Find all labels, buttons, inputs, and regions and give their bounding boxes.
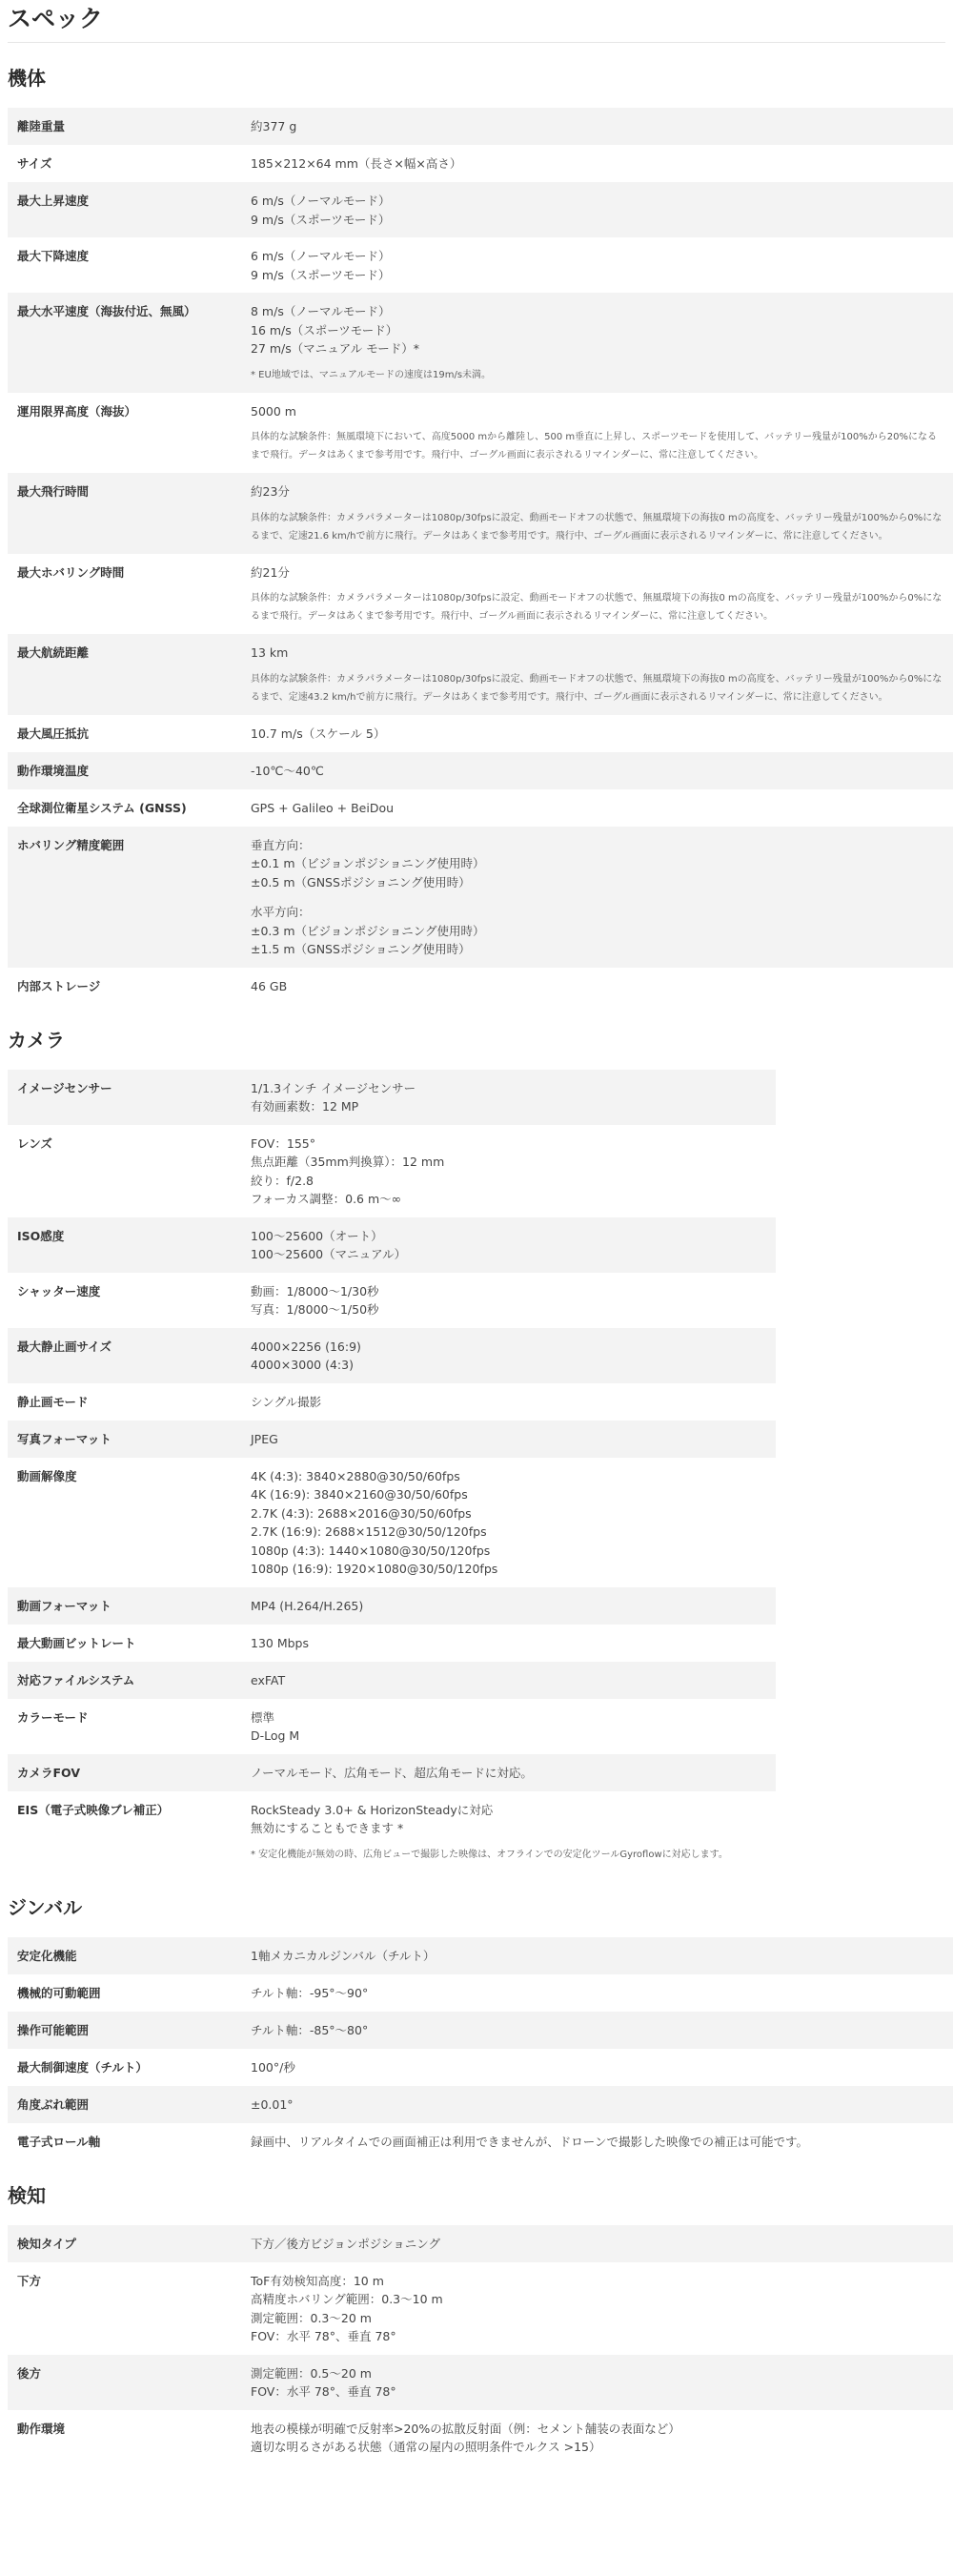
spec-footnote: 具体的な試験条件：カメラパラメーターは1080p/30fpsに設定、動画モードオフの状態で、無風環境下の海抜0 mの高度を、バッテリー残量が100%から0%になるまで飛行。データはあくまで参考用です。飛行中、ゴーグル画面に表示されるリマインダーに、常に注意してください。 [251,593,943,622]
section-title: 機体 [8,67,46,90]
spec-label: 下方 [17,2273,42,2288]
spec-value-line: -10℃～40℃ [251,763,324,778]
spec-label: 内部ストレージ [17,978,101,993]
spec-value [241,1662,776,1699]
spec-label: ISO感度 [17,1228,65,1243]
spec-label: 最大航続距離 [17,645,90,660]
spec-footnote: * 安定化機能が無効の時、広角ビューで撮影した映像は、オフラインでの安定化ツールGyroflowに対応します。 [251,1849,728,1860]
spec-value-line: 絞り：f/2.8 [251,1173,314,1188]
spec-value [241,2012,953,2049]
spec-footnote: 具体的な試験条件：カメラパラメーターは1080p/30fpsに設定、動画モードオフの状態で、無風環境下の海抜0 mの高度を、バッテリー残量が100%から0%になるまで、定速43.2 km/hで前方に飛行。データはあくまで参考用です。飛行中、ゴーグル画面に表示されるリマインダーに、常に注意してください。 [251,673,943,703]
spec-table [8,2225,953,2465]
spec-value-line: MP4 (H.264/H.265) [251,1598,364,1613]
spec-value [241,2410,953,2465]
spec-label: 対応ファイルシステム [17,1672,135,1687]
spec-value-line: 46 GB [251,978,288,993]
spec-value [241,968,953,1005]
spec-value [241,554,953,635]
spec-value-line: 1080p (4:3): 1440×1080@30/50/120fps [251,1543,491,1558]
spec-row [8,1587,776,1625]
spec-row [8,634,953,715]
spec-label: 機械的可動範囲 [17,1985,101,2000]
spec-label: カメラFOV [17,1765,81,1780]
spec-value-line: 130 Mbps [251,1635,309,1650]
spec-value [241,1791,776,1872]
spec-value [241,1070,776,1125]
spec-value-line: 16 m/s（スポーツモード） [251,322,398,337]
spec-label: 最大ホバリング時間 [17,564,125,580]
spec-value-line: exFAT [251,1672,286,1687]
spec-table [8,108,953,1005]
section-title: カメラ [8,1028,65,1052]
spec-value-line: JPEG [251,1431,278,1446]
spec-value-line: ±1.5 m（GNSSポジショニング使用時） [251,942,471,956]
spec-value [241,1217,776,1273]
spec-value-line: 13 km [251,645,289,660]
spec-label: 最大水平速度（海抜付近、無風） [17,304,196,318]
spec-label: 離陸重量 [17,119,66,133]
spec-label: 最大制御速度（チルト） [17,2059,148,2075]
spec-value [241,293,953,393]
spec-value-line: 標準 [251,1709,275,1725]
spec-value [241,2355,953,2410]
spec-row [8,2225,953,2262]
spec-value-line: ノーマルモード、広角モード、超広角モードに対応。 [251,1765,533,1780]
spec-value-line: ±0.01° [251,2096,294,2112]
spec-row [8,2049,953,2086]
spec-value-line: 無効にすることもできます * [251,1821,404,1835]
spec-value [241,108,953,145]
spec-row [8,752,953,789]
spec-value-line: ±0.3 m（ビジョンポジショニング使用時） [251,923,485,938]
spec-row [8,554,953,635]
spec-label: 動画解像度 [17,1468,77,1483]
spec-value-line: D-Log M [251,1728,300,1743]
spec-value [241,1328,776,1383]
spec-value-line: 測定範囲：0.5～20 m [251,2365,372,2381]
spec-footnote: 具体的な試験条件：カメラパラメーターは1080p/30fpsに設定、動画モードオフの状態で、無風環境下の海抜0 mの高度を、バッテリー残量が100%から0%になるまで、定速21.6 km/hで前方に飛行。データはあくまで参考用です。飛行中、ゴーグル画面に表示されるリマインダーに、常に注意してください。 [251,512,943,542]
spec-value-line: フォーカス調整：0.6 m～∞ [251,1192,402,1206]
spec-row [8,2012,953,2049]
spec-value-line: 地表の模様が明確で反射率>20%の拡散反射面（例：セメント舗装の表面など） [251,2421,680,2436]
spec-value-line: 1/1.3インチ イメージセンサー [251,1080,416,1095]
spec-row [8,2355,953,2410]
spec-table [8,1070,776,1872]
spec-value-line: 185×212×64 mm（長さ×幅×高さ） [251,156,462,171]
spec-value-line: 焦点距離（35mm判換算）：12 mm [251,1155,445,1169]
spec-value-line: 9 m/s（スポーツモード） [251,212,391,227]
spec-row [8,145,953,182]
spec-value [241,1273,776,1328]
spec-value-line: 6 m/s（ノーマルモード） [251,249,391,263]
spec-row [8,968,953,1005]
spec-row [8,1699,776,1754]
spec-value-line: 27 m/s（マニュアル モード）* [251,341,420,356]
spec-label: サイズ [17,156,52,171]
spec-label: 全球測位衛星システム (GNSS) [17,800,187,815]
section-title: ジンバル [8,1895,83,1919]
spec-value-line: RockSteady 3.0+ & HorizonSteadyに対応 [251,1802,494,1817]
spec-label: EIS（電子式映像ブレ補正） [17,1802,170,1817]
spec-row [8,237,953,293]
spec-value-line: 下方／後方ビジョンポジショニング [251,2236,440,2251]
spec-label: 写真フォーマット [17,1431,112,1446]
spec-value [241,2049,953,2086]
spec-row [8,108,953,145]
spec-row [8,1383,776,1421]
spec-value-line: 10.7 m/s（スケール 5） [251,726,386,741]
spec-value-line: 4000×2256 (16:9) [251,1339,361,1354]
spec-value [241,2123,953,2160]
spec-label: 静止画モード [17,1394,89,1409]
spec-label: 後方 [17,2365,42,2381]
spec-value-line: GPS + Galileo + BeiDou [251,800,395,815]
spec-row [8,789,953,827]
line-gap [251,891,943,903]
spec-value [241,1937,953,1974]
spec-value-line: ±0.1 m（ビジョンポジショニング使用時） [251,856,485,870]
spec-value-line: 動画：1/8000～1/30秒 [251,1283,379,1298]
spec-value-line: 1軸メカニカルジンバル（チルト） [251,1948,436,1963]
spec-row [8,1625,776,1662]
spec-value-line: 4K (16:9): 3840×2160@30/50/60fps [251,1487,468,1502]
spec-row [8,2410,953,2465]
spec-value-line: 1080p (16:9): 1920×1080@30/50/120fps [251,1562,498,1576]
spec-value-line: 高精度ホバリング範囲：0.3～10 m [251,2292,443,2306]
spec-row [8,1791,776,1872]
spec-value-line: 6 m/s（ノーマルモード） [251,194,391,208]
spec-label: 運用限界高度（海抜） [17,403,137,419]
spec-row [8,393,953,474]
spec-label: 動作環境 [17,2421,66,2436]
spec-value [241,752,953,789]
spec-row [8,715,953,752]
spec-value-line: 約23分 [251,484,290,499]
spec-value-line: チルト軸：-95°～90° [251,1985,369,2000]
spec-value [241,237,953,293]
spec-label: ホバリング精度範囲 [17,837,125,852]
spec-value [241,1125,776,1217]
spec-value-line: 8 m/s（ノーマルモード） [251,304,391,318]
spec-value [241,1458,776,1587]
spec-row [8,1217,776,1273]
spec-value [241,1587,776,1625]
spec-row [8,473,953,554]
spec-row [8,1937,953,1974]
spec-label: 最大上昇速度 [17,194,90,208]
spec-value-line: 垂直方向： [251,837,311,852]
spec-value-line: 測定範囲：0.3～20 m [251,2310,372,2325]
spec-footnote: * EU地域では、マニュアルモードの速度は19m/s未満。 [251,369,492,380]
spec-value-line: 9 m/s（スポーツモード） [251,267,391,282]
spec-value [241,789,953,827]
spec-label: 動作環境温度 [17,763,90,778]
spec-value-line: 2.7K (4:3): 2688×2016@30/50/60fps [251,1505,472,1521]
spec-row [8,1328,776,1383]
spec-row [8,182,953,237]
spec-row [8,1974,953,2012]
spec-value-line: 100°/秒 [251,2059,295,2075]
spec-value-line: 100～25600（オート） [251,1228,383,1243]
spec-label: 最大静止画サイズ [17,1339,112,1354]
spec-value [241,715,953,752]
spec-value-line: 約377 g [251,119,297,133]
spec-value [241,1383,776,1421]
spec-label: 最大風圧抵抗 [17,726,90,741]
spec-label: カラーモード [17,1709,89,1725]
spec-value-line: 5000 m [251,403,296,419]
spec-value [241,1421,776,1458]
spec-value [241,2262,953,2355]
spec-row [8,1421,776,1458]
spec-value-line: シングル撮影 [251,1394,322,1409]
spec-value-line: ToF有効検知高度：10 m [251,2273,384,2288]
spec-value-line: 水平方向： [251,905,311,919]
spec-label: 最大動画ビットレート [17,1635,136,1650]
spec-row [8,2262,953,2355]
spec-label: 電子式ロール軸 [17,2134,101,2149]
spec-label: 最大下降速度 [17,249,90,263]
spec-row [8,1662,776,1699]
spec-value-line: 録画中、リアルタイムでの画面補正は利用できませんが、ドローンで撮影した映像での補正は可能です。 [251,2134,809,2149]
spec-value-line: 適切な明るさがある状態（通常の屋内の照明条件でルクス >15） [251,2440,601,2454]
spec-row [8,1125,776,1217]
section-title: 検知 [8,2183,46,2207]
spec-label: レンズ [17,1135,52,1151]
spec-value [241,145,953,182]
spec-label: 安定化機能 [17,1948,77,1963]
spec-value [241,1974,953,2012]
spec-value-line: チルト軸：-85°～80° [251,2022,369,2037]
spec-row [8,1754,776,1791]
spec-value [241,634,953,715]
spec-label: 操作可能範囲 [17,2022,90,2037]
spec-label: 角度ぶれ範囲 [17,2096,90,2112]
spec-value [241,393,953,474]
spec-label: イメージセンサー [17,1080,112,1095]
spec-row [8,2086,953,2123]
spec-label: 検知タイプ [17,2236,76,2251]
spec-label: 動画フォーマット [17,1598,112,1613]
spec-value [241,1625,776,1662]
spec-sections [8,62,945,2465]
spec-value-line: 100～25600（マニュアル） [251,1247,407,1261]
spec-value [241,473,953,554]
spec-label: シャッター速度 [17,1283,101,1298]
page-title: スペック [8,0,945,43]
spec-value [241,1754,776,1791]
spec-value [241,1699,776,1754]
spec-value-line: FOV：水平 78°、垂直 78° [251,2384,396,2399]
spec-value-line: FOV：水平 78°、垂直 78° [251,2329,396,2343]
spec-value-line: 写真：1/8000～1/50秒 [251,1302,379,1317]
spec-row [8,1273,776,1328]
spec-label: 最大飛行時間 [17,484,90,499]
spec-row [8,827,953,968]
spec-value [241,182,953,237]
spec-value-line: FOV：155° [251,1135,315,1151]
spec-value-line: 2.7K (16:9): 2688×1512@30/50/120fps [251,1524,487,1539]
spec-value-line: 4000×3000 (4:3) [251,1358,354,1372]
spec-value [241,2225,953,2262]
spec-value [241,827,953,968]
spec-value-line: 4K (4:3): 3840×2880@30/50/60fps [251,1468,460,1483]
spec-value [241,2086,953,2123]
spec-footnote: 具体的な試験条件：無風環境下において、高度5000 mから離陸し、500 m垂直に上昇し、スポーツモードを使用して、バッテリー残量が100%から20%になるまで飛行。データはあくまで参考用です。飛行中、ゴーグル画面に表示されるリマインダーに、常に注意してください。 [251,432,937,460]
spec-value-line: 約21分 [251,564,290,580]
spec-value-line: 有効画素数：12 MP [251,1099,359,1114]
spec-row [8,1070,776,1125]
spec-row [8,2123,953,2160]
spec-row [8,293,953,393]
spec-table [8,1937,953,2160]
spec-row [8,1458,776,1587]
spec-value-line: ±0.5 m（GNSSポジショニング使用時） [251,874,471,889]
